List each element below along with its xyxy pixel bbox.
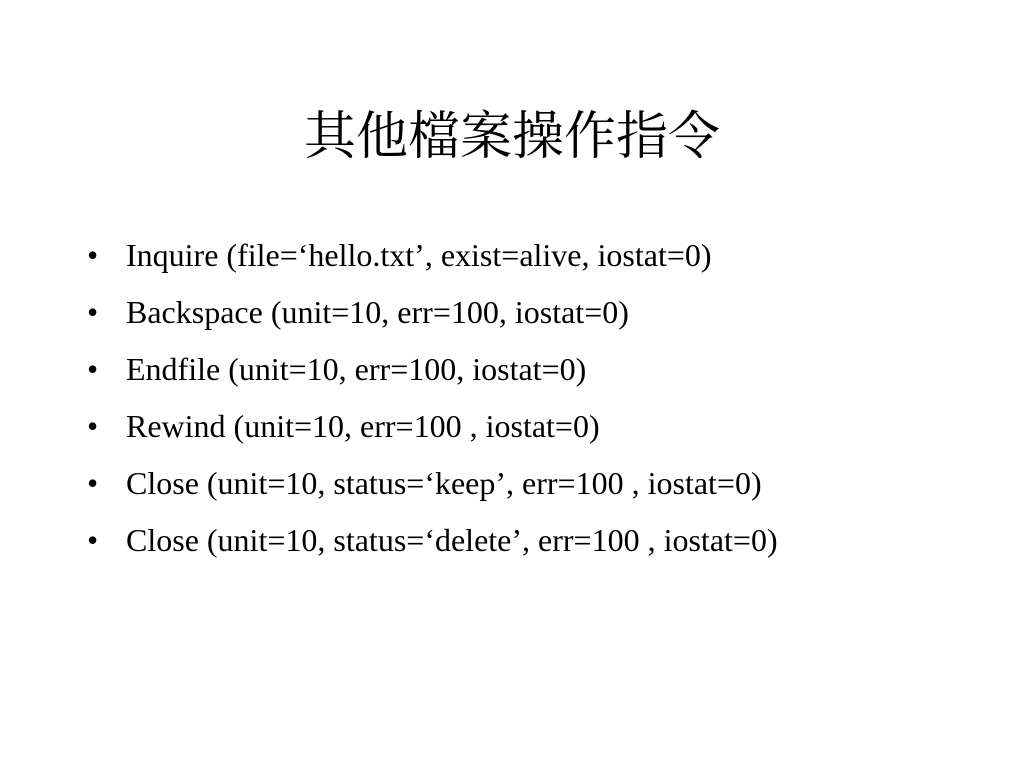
bullet-icon: •	[87, 408, 99, 444]
bullet-item	[80, 284, 1000, 341]
bullet-text: Endfile (unit=10, err=100, iostat=0)	[126, 351, 587, 387]
bullet-item	[80, 455, 1000, 512]
bullet-text: Inquire (file=‘hello.txt’, exist=alive, iostat=0)	[126, 237, 712, 273]
bullet-icon: •	[87, 351, 99, 387]
bullet-text: Backspace (unit=10, err=100, iostat=0)	[126, 294, 629, 330]
bullet-icon: •	[87, 465, 99, 501]
bullet-item	[80, 512, 1000, 569]
bullet-icon: •	[87, 294, 99, 330]
bullet-icon: •	[87, 522, 99, 558]
bullet-item	[80, 398, 1000, 455]
bullet-icon: •	[87, 237, 99, 273]
slide-title: 其他檔案操作指令	[303, 109, 720, 166]
bullet-text: Rewind (unit=10, err=100 , iostat=0)	[126, 408, 600, 444]
bullet-text: Close (unit=10, status=‘keep’, err=100 , iostat=0)	[126, 465, 762, 501]
bullet-text: Close (unit=10, status=‘delete’, err=100 , iostat=0)	[126, 522, 778, 558]
bullet-item	[80, 227, 1000, 284]
bullet-list	[80, 227, 1000, 569]
bullet-item	[80, 341, 1000, 398]
